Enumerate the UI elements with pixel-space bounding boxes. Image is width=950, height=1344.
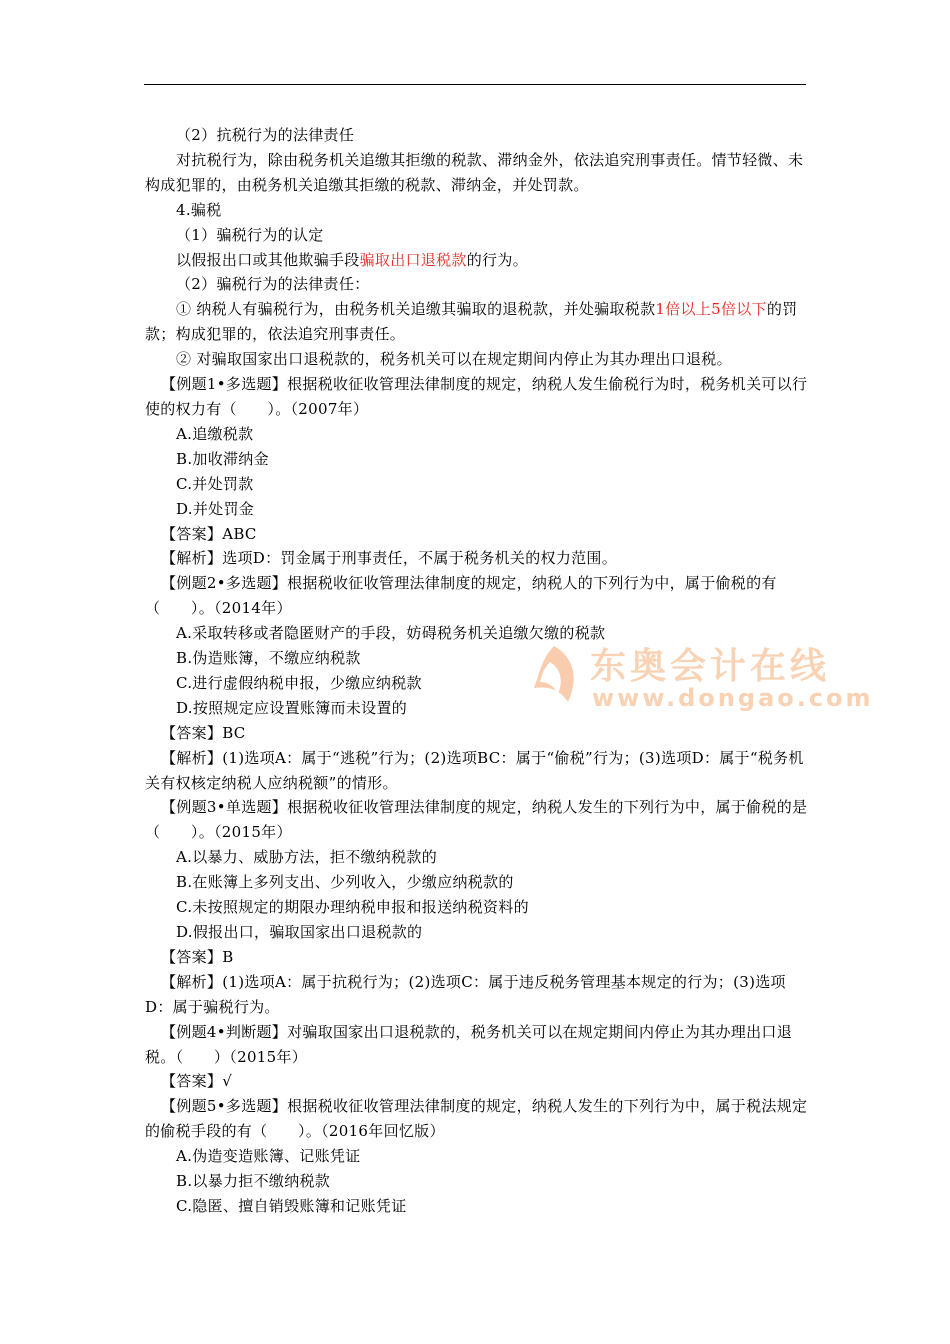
answer: 【答案】B	[161, 947, 234, 966]
question-stem: 【例题1•多选题】根据税收征收管理法律制度的规定，纳税人发生偷税行为时，税务机关可以行使的权力有（ ）。（2007年）	[145, 375, 808, 418]
option: B.在账簿上多列支出、少列收入，少缴应纳税款的	[176, 873, 514, 892]
option: A.追缴税款	[176, 424, 254, 443]
text-span: 的行为。	[466, 250, 528, 269]
paragraph: （1）骗税行为的认定	[176, 225, 324, 244]
option: A.以暴力、威胁方法，拒不缴纳税款的	[176, 848, 438, 867]
option: C.进行虚假纳税申报，少缴应纳税款	[176, 673, 422, 692]
highlight-text: 1倍以上5倍以下	[655, 300, 767, 319]
option: C.隐匿、擅自销毁账簿和记账凭证	[176, 1196, 407, 1215]
answer: 【答案】ABC	[161, 524, 257, 543]
text-span: 以假报出口或其他欺骗手段	[176, 250, 360, 269]
paragraph: （2）骗税行为的法律责任：	[176, 275, 370, 294]
option: D.并处罚金	[176, 499, 255, 518]
paragraph: （2）抗税行为的法律责任	[176, 126, 355, 144]
question-stem: 【例题2•多选题】根据税收征收管理法律制度的规定，纳税人的下列行为中，属于偷税的有（ ）。（2014年）	[145, 574, 777, 618]
header-rule	[144, 84, 806, 85]
paragraph	[145, 248, 810, 273]
answer: 【答案】√	[161, 1072, 233, 1091]
watermark-url: www.dongao.com	[592, 684, 874, 712]
option: B.伪造账簿，不缴应纳税款	[176, 649, 361, 668]
highlight-text: 骗取出口退税款	[359, 250, 467, 269]
paragraph: 4.骗税	[176, 200, 222, 219]
answer: 【答案】BC	[161, 723, 246, 742]
option: C.并处罚款	[176, 474, 254, 493]
option: A.采取转移或者隐匿财产的手段，妨碍税务机关追缴欠缴的税款	[176, 624, 606, 643]
option: D.假报出口，骗取国家出口退税款的	[176, 923, 423, 941]
option: B.加收滞纳金	[176, 449, 269, 468]
explanation: 【解析】(1)选项A：属于抗税行为；(2)选项C：属于违反税务管理基本规定的行为；(3)选项D：属于骗税行为。	[145, 972, 786, 1016]
explanation: 【解析】选项D：罚金属于刑事责任，不属于税务机关的权力范围。	[161, 549, 618, 568]
option: A.伪造变造账簿、记账凭证	[176, 1147, 361, 1166]
text-span: ① 纳税人有骗税行为，由税务机关追缴其骗取的退税款，并处骗取税款	[176, 300, 656, 319]
question-stem: 【例题4•判断题】对骗取国家出口退税款的，税务机关可以在规定期间内停止为其办理出口退税。（ ）（2015年）	[145, 1022, 792, 1066]
question-stem: 【例题5•多选题】根据税收征收管理法律制度的规定，纳税人发生的下列行为中，属于税法规定的偷税手段的有（ ）。（2016年回忆版）	[145, 1097, 808, 1141]
document-body	[145, 123, 810, 1219]
watermark-text: 东奥会计在线	[590, 646, 831, 687]
option: C.未按照规定的期限办理纳税申报和报送纳税资料的	[176, 898, 529, 917]
paragraph: 对抗税行为，除由税务机关追缴其拒缴的税款、滞纳金外，依法追究刑事责任。情节轻微、未构成犯罪的，由税务机关追缴其拒缴的税款、滞纳金，并处罚款。	[145, 150, 804, 194]
question-stem: 【例题3•单选题】根据税收征收管理法律制度的规定，纳税人发生的下列行为中，属于偷税的是（ ）。（2015年）	[145, 798, 808, 842]
paragraph	[145, 297, 810, 347]
explanation: 【解析】(1)选项A：属于“逃税”行为；(2)选项BC：属于“偷税”行为；(3)选项D：属于“税务机关有权核定纳税人应纳税额”的情形。	[145, 748, 804, 792]
text-span: 的罚款；构成犯罪的，依法追究刑事责任。	[145, 300, 798, 344]
option: D.按照规定应设置账簿而未设置的	[176, 698, 408, 717]
option: B.以暴力拒不缴纳税款	[176, 1172, 331, 1191]
paragraph: ② 对骗取国家出口退税款的，税务机关可以在规定期间内停止为其办理出口退税。	[176, 350, 732, 369]
